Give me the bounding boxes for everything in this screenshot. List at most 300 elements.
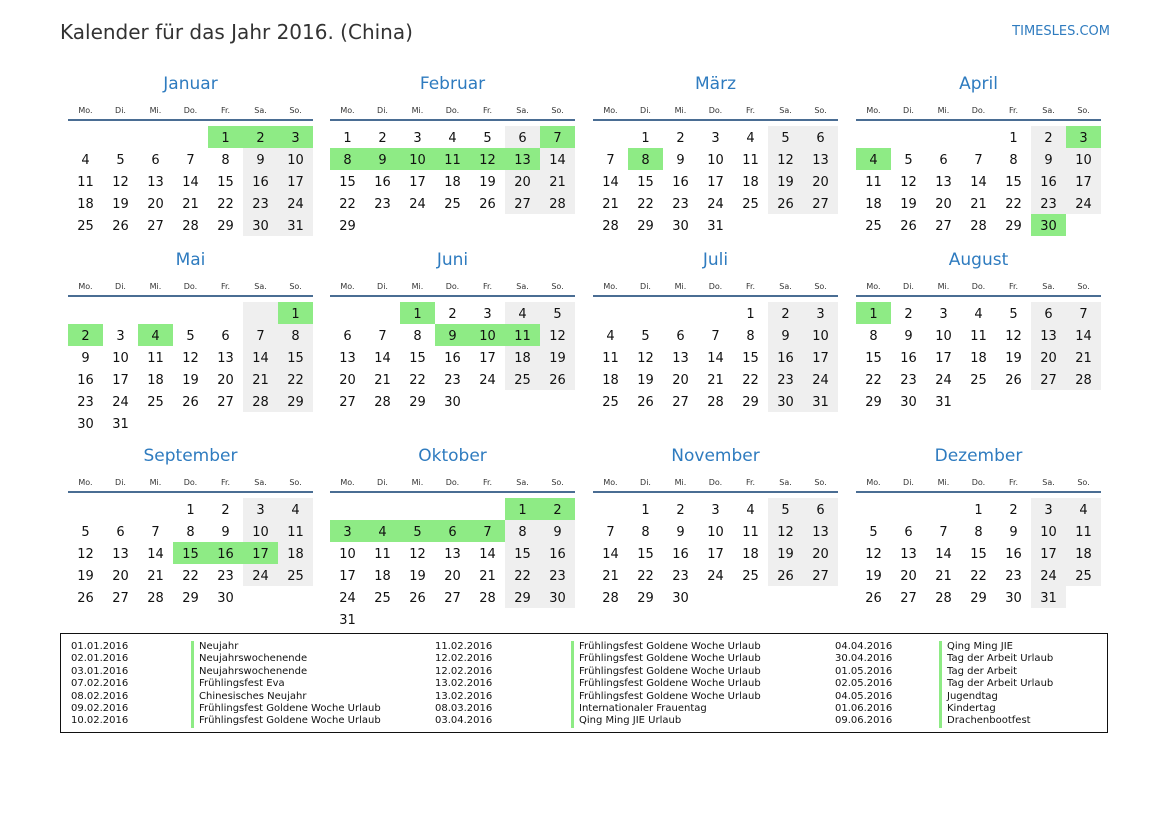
day-cell: 31 bbox=[112, 417, 129, 432]
day-cell: 1 bbox=[974, 503, 983, 518]
day-cell: 19 bbox=[865, 569, 882, 584]
day-cell: 5 bbox=[1009, 307, 1018, 322]
day-cell: 9 bbox=[904, 329, 913, 344]
day-cell: 21 bbox=[147, 569, 164, 584]
day-cell: 17 bbox=[803, 346, 838, 368]
day-cell: 23 bbox=[900, 373, 917, 388]
weekday-header: Mo. bbox=[68, 104, 103, 121]
holiday-legend bbox=[60, 633, 1108, 733]
weekday-header: Mi. bbox=[663, 104, 698, 121]
day-cell: 29 bbox=[1005, 219, 1022, 234]
month-name: Oktober bbox=[418, 446, 487, 466]
day-cell: 6 bbox=[676, 329, 685, 344]
day-cell: 17 bbox=[243, 542, 278, 564]
day-cell: 27 bbox=[935, 219, 952, 234]
day-cell: 2 bbox=[1031, 126, 1066, 148]
weekday-header: Fr. bbox=[733, 476, 768, 493]
weekday-header: So. bbox=[1066, 280, 1101, 297]
day-cell: 23 bbox=[444, 373, 461, 388]
weekday-header: So. bbox=[540, 476, 575, 493]
holiday-date: 03.01.2016 bbox=[71, 665, 129, 677]
day-cell: 5 bbox=[869, 525, 878, 540]
day-cell: 15 bbox=[742, 351, 759, 366]
day-cell: 22 bbox=[409, 373, 426, 388]
day-cell: 20 bbox=[1031, 346, 1066, 368]
weekday-header: Mo. bbox=[68, 280, 103, 297]
holiday-date: 01.06.2016 bbox=[835, 702, 893, 714]
day-cell: 14 bbox=[970, 175, 987, 190]
day-cell: 28 bbox=[970, 219, 987, 234]
day-cell: 30 bbox=[900, 395, 917, 410]
day-cell: 3 bbox=[1066, 126, 1101, 148]
day-cell: 26 bbox=[540, 368, 575, 390]
day-cell: 21 bbox=[707, 373, 724, 388]
month-name: März bbox=[695, 74, 736, 94]
empty-cell bbox=[243, 412, 278, 434]
weekday-header: Sa. bbox=[1031, 280, 1066, 297]
day-cell: 27 bbox=[1031, 368, 1066, 390]
day-cell: 28 bbox=[540, 192, 575, 214]
day-cell: 1 bbox=[746, 307, 755, 322]
day-cell: 8 bbox=[641, 525, 650, 540]
weekday-header: Sa. bbox=[243, 476, 278, 493]
empty-cell bbox=[103, 126, 138, 148]
holiday-date: 01.05.2016 bbox=[835, 665, 893, 677]
month-grid bbox=[856, 280, 1101, 412]
day-cell: 19 bbox=[637, 373, 654, 388]
day-cell: 13 bbox=[900, 547, 917, 562]
weekday-header: Fr. bbox=[208, 476, 243, 493]
day-cell: 31 bbox=[935, 395, 952, 410]
day-cell: 10 bbox=[1031, 520, 1066, 542]
day-cell: 12 bbox=[540, 324, 575, 346]
day-cell: 16 bbox=[243, 170, 278, 192]
weekday-header: Sa. bbox=[1031, 104, 1066, 121]
holiday-date: 12.02.2016 bbox=[435, 653, 493, 665]
day-cell: 8 bbox=[330, 148, 365, 170]
day-cell: 2 bbox=[768, 302, 803, 324]
holiday-name: Internationaler Frauentag bbox=[571, 703, 707, 715]
month-grid bbox=[593, 104, 838, 236]
day-cell: 9 bbox=[676, 525, 685, 540]
day-cell: 7 bbox=[606, 153, 615, 168]
day-cell: 22 bbox=[637, 197, 654, 212]
day-cell: 1 bbox=[505, 498, 540, 520]
day-cell: 1 bbox=[400, 302, 435, 324]
day-cell: 31 bbox=[1031, 586, 1066, 608]
day-cell: 29 bbox=[637, 219, 654, 234]
day-cell: 20 bbox=[444, 569, 461, 584]
weekday-header: Mo. bbox=[856, 280, 891, 297]
day-cell: 17 bbox=[935, 351, 952, 366]
day-cell: 18 bbox=[742, 175, 759, 190]
day-cell: 7 bbox=[939, 525, 948, 540]
holiday-entry bbox=[71, 641, 431, 653]
weekday-header: Do. bbox=[961, 476, 996, 493]
empty-cell bbox=[330, 498, 365, 520]
weekday-header: Do. bbox=[698, 280, 733, 297]
day-cell: 19 bbox=[540, 346, 575, 368]
weekday-header: Fr. bbox=[470, 280, 505, 297]
holiday-date: 03.04.2016 bbox=[435, 715, 493, 727]
day-cell: 19 bbox=[900, 197, 917, 212]
empty-cell bbox=[768, 586, 803, 608]
month-grid bbox=[68, 104, 313, 236]
holiday-entry bbox=[435, 641, 795, 653]
day-cell: 22 bbox=[217, 197, 234, 212]
empty-cell bbox=[926, 126, 961, 148]
day-cell: 2 bbox=[1009, 503, 1018, 518]
day-cell: 20 bbox=[147, 197, 164, 212]
day-cell: 6 bbox=[221, 329, 230, 344]
day-cell: 25 bbox=[742, 569, 759, 584]
holiday-name: Neujahr bbox=[191, 641, 238, 653]
holiday-entry bbox=[71, 666, 431, 678]
day-cell: 6 bbox=[116, 525, 125, 540]
day-cell: 5 bbox=[540, 302, 575, 324]
weekday-header: Do. bbox=[698, 476, 733, 493]
day-cell: 29 bbox=[278, 390, 313, 412]
day-cell: 11 bbox=[970, 329, 987, 344]
day-cell: 21 bbox=[602, 569, 619, 584]
day-cell: 12 bbox=[470, 148, 505, 170]
day-cell: 2 bbox=[68, 324, 103, 346]
holiday-name: Qing Ming JIE Urlaub bbox=[571, 715, 681, 727]
day-cell: 22 bbox=[865, 373, 882, 388]
day-cell: 26 bbox=[637, 395, 654, 410]
day-cell: 18 bbox=[602, 373, 619, 388]
empty-cell bbox=[208, 412, 243, 434]
day-cell: 22 bbox=[278, 368, 313, 390]
empty-cell bbox=[278, 586, 313, 608]
day-cell: 22 bbox=[182, 569, 199, 584]
day-cell: 15 bbox=[637, 175, 654, 190]
day-cell: 11 bbox=[742, 153, 759, 168]
day-cell: 6 bbox=[803, 498, 838, 520]
month-name: Juli bbox=[702, 250, 729, 270]
month-name: Februar bbox=[419, 74, 486, 94]
empty-cell bbox=[540, 390, 575, 412]
weekday-header: Fr. bbox=[470, 104, 505, 121]
weekday-header: Mi. bbox=[926, 104, 961, 121]
empty-cell bbox=[663, 302, 698, 324]
day-cell: 2 bbox=[378, 131, 387, 146]
holiday-name: Neujahrswochenende bbox=[191, 666, 307, 678]
empty-cell bbox=[103, 498, 138, 520]
weekday-header: So. bbox=[1066, 476, 1101, 493]
day-cell: 27 bbox=[803, 564, 838, 586]
day-cell: 20 bbox=[217, 373, 234, 388]
holiday-date: 09.06.2016 bbox=[835, 715, 893, 727]
day-cell: 19 bbox=[112, 197, 129, 212]
day-cell: 29 bbox=[339, 219, 356, 234]
empty-cell bbox=[593, 126, 628, 148]
empty-cell bbox=[1066, 390, 1101, 412]
empty-cell bbox=[470, 214, 505, 236]
day-cell: 25 bbox=[444, 197, 461, 212]
empty-cell bbox=[698, 586, 733, 608]
day-cell: 1 bbox=[186, 503, 195, 518]
day-cell: 13 bbox=[217, 351, 234, 366]
month-grid bbox=[856, 104, 1101, 236]
empty-cell bbox=[173, 126, 208, 148]
weekday-header: So. bbox=[540, 280, 575, 297]
day-cell: 13 bbox=[935, 175, 952, 190]
day-cell: 3 bbox=[803, 302, 838, 324]
day-cell: 9 bbox=[221, 525, 230, 540]
day-cell: 11 bbox=[865, 175, 882, 190]
day-cell: 25 bbox=[147, 395, 164, 410]
holiday-entry bbox=[71, 715, 431, 727]
day-cell: 10 bbox=[470, 324, 505, 346]
holiday-entry bbox=[71, 678, 431, 690]
day-cell: 11 bbox=[505, 324, 540, 346]
holiday-name: Frühlingsfest Goldene Woche Urlaub bbox=[191, 703, 381, 715]
day-cell: 21 bbox=[602, 197, 619, 212]
day-cell: 25 bbox=[602, 395, 619, 410]
holiday-name: Tag der Arbeit bbox=[939, 666, 1017, 678]
day-cell: 18 bbox=[444, 175, 461, 190]
day-cell: 21 bbox=[1066, 346, 1101, 368]
day-cell: 11 bbox=[278, 520, 313, 542]
day-cell: 14 bbox=[1066, 324, 1101, 346]
weekday-header: Di. bbox=[891, 104, 926, 121]
empty-cell bbox=[628, 302, 663, 324]
holiday-date: 07.02.2016 bbox=[71, 678, 129, 690]
holiday-name: Tag der Arbeit Urlaub bbox=[939, 678, 1053, 690]
holiday-entry bbox=[71, 653, 431, 665]
weekday-header: Sa. bbox=[1031, 476, 1066, 493]
weekday-header: So. bbox=[278, 476, 313, 493]
holiday-column bbox=[435, 641, 795, 728]
holiday-column bbox=[71, 641, 431, 728]
day-cell: 31 bbox=[803, 390, 838, 412]
month-name: Mai bbox=[175, 250, 206, 270]
empty-cell bbox=[365, 302, 400, 324]
holiday-column bbox=[835, 641, 1169, 728]
day-cell: 22 bbox=[505, 564, 540, 586]
day-cell: 16 bbox=[672, 547, 689, 562]
page-title: Kalender für das Jahr 2016. (China) bbox=[60, 20, 413, 44]
day-cell: 29 bbox=[217, 219, 234, 234]
holiday-date: 13.02.2016 bbox=[435, 678, 493, 690]
holiday-entry bbox=[435, 666, 795, 678]
empty-cell bbox=[173, 302, 208, 324]
day-cell: 19 bbox=[768, 170, 803, 192]
weekday-header: Mi. bbox=[138, 280, 173, 297]
day-cell: 7 bbox=[711, 329, 720, 344]
day-cell: 4 bbox=[974, 307, 983, 322]
holiday-name: Frühlingsfest Eva bbox=[191, 678, 285, 690]
day-cell: 5 bbox=[768, 498, 803, 520]
day-cell: 21 bbox=[374, 373, 391, 388]
day-cell: 17 bbox=[479, 351, 496, 366]
day-cell: 4 bbox=[138, 324, 173, 346]
day-cell: 20 bbox=[803, 170, 838, 192]
day-cell: 20 bbox=[112, 569, 129, 584]
day-cell: 3 bbox=[243, 498, 278, 520]
day-cell: 4 bbox=[746, 503, 755, 518]
day-cell: 22 bbox=[637, 569, 654, 584]
day-cell: 19 bbox=[409, 569, 426, 584]
day-cell: 3 bbox=[483, 307, 492, 322]
day-cell: 29 bbox=[409, 395, 426, 410]
day-cell: 16 bbox=[208, 542, 243, 564]
day-cell: 15 bbox=[637, 547, 654, 562]
weekday-header: Di. bbox=[365, 280, 400, 297]
day-cell: 8 bbox=[974, 525, 983, 540]
holiday-date: 10.02.2016 bbox=[71, 715, 129, 727]
empty-cell bbox=[803, 586, 838, 608]
day-cell: 13 bbox=[147, 175, 164, 190]
weekday-header: Mo. bbox=[856, 476, 891, 493]
day-cell: 26 bbox=[479, 197, 496, 212]
holiday-date: 13.02.2016 bbox=[435, 690, 493, 702]
day-cell: 29 bbox=[970, 591, 987, 606]
day-cell: 21 bbox=[479, 569, 496, 584]
weekday-header: Do. bbox=[435, 280, 470, 297]
day-cell: 25 bbox=[1066, 564, 1101, 586]
day-cell: 24 bbox=[935, 373, 952, 388]
day-cell: 12 bbox=[637, 351, 654, 366]
day-cell: 8 bbox=[278, 324, 313, 346]
holiday-name: Frühlingsfest Goldene Woche Urlaub bbox=[571, 691, 761, 703]
weekday-header: Mo. bbox=[68, 476, 103, 493]
day-cell: 16 bbox=[1031, 170, 1066, 192]
weekday-header: Di. bbox=[365, 476, 400, 493]
empty-cell bbox=[330, 302, 365, 324]
empty-cell bbox=[996, 390, 1031, 412]
day-cell: 21 bbox=[970, 197, 987, 212]
day-cell: 14 bbox=[540, 148, 575, 170]
day-cell: 19 bbox=[77, 569, 94, 584]
day-cell: 24 bbox=[707, 197, 724, 212]
day-cell: 9 bbox=[435, 324, 470, 346]
day-cell: 14 bbox=[374, 351, 391, 366]
weekday-header: Do. bbox=[435, 104, 470, 121]
empty-cell bbox=[138, 412, 173, 434]
day-cell: 2 bbox=[676, 503, 685, 518]
day-cell: 9 bbox=[676, 153, 685, 168]
holiday-name: Frühlingsfest Goldene Woche Urlaub bbox=[191, 715, 381, 727]
month-name: Dezember bbox=[934, 446, 1023, 466]
day-cell: 30 bbox=[1031, 214, 1066, 236]
day-cell: 15 bbox=[970, 547, 987, 562]
weekday-header: Mo. bbox=[330, 104, 365, 121]
empty-cell bbox=[540, 214, 575, 236]
day-cell: 12 bbox=[182, 351, 199, 366]
day-cell: 10 bbox=[339, 547, 356, 562]
day-cell: 17 bbox=[112, 373, 129, 388]
day-cell: 5 bbox=[483, 131, 492, 146]
day-cell: 19 bbox=[182, 373, 199, 388]
weekday-header: Di. bbox=[365, 104, 400, 121]
holiday-date: 11.02.2016 bbox=[435, 641, 493, 652]
holiday-name: Frühlingsfest Goldene Woche Urlaub bbox=[571, 641, 761, 653]
day-cell: 8 bbox=[505, 520, 540, 542]
day-cell: 11 bbox=[147, 351, 164, 366]
day-cell: 27 bbox=[112, 591, 129, 606]
day-cell: 25 bbox=[77, 219, 94, 234]
day-cell: 31 bbox=[707, 219, 724, 234]
day-cell: 1 bbox=[208, 126, 243, 148]
holiday-date: 01.01.2016 bbox=[71, 641, 129, 652]
day-cell: 17 bbox=[1031, 542, 1066, 564]
day-cell: 20 bbox=[505, 170, 540, 192]
empty-cell bbox=[435, 498, 470, 520]
day-cell: 24 bbox=[339, 591, 356, 606]
day-cell: 27 bbox=[339, 395, 356, 410]
weekday-header: Mo. bbox=[330, 280, 365, 297]
day-cell: 3 bbox=[413, 131, 422, 146]
day-cell: 1 bbox=[1009, 131, 1018, 146]
day-cell: 18 bbox=[1066, 542, 1101, 564]
empty-cell bbox=[138, 302, 173, 324]
weekday-header: Mi. bbox=[138, 104, 173, 121]
day-cell: 22 bbox=[970, 569, 987, 584]
day-cell: 19 bbox=[768, 542, 803, 564]
day-cell: 20 bbox=[672, 373, 689, 388]
empty-cell bbox=[540, 608, 575, 630]
day-cell: 5 bbox=[186, 329, 195, 344]
empty-cell bbox=[891, 126, 926, 148]
day-cell: 2 bbox=[243, 126, 278, 148]
day-cell: 30 bbox=[1005, 591, 1022, 606]
holiday-date: 08.03.2016 bbox=[435, 702, 493, 714]
day-cell: 6 bbox=[939, 153, 948, 168]
weekday-header: Sa. bbox=[243, 280, 278, 297]
day-cell: 10 bbox=[278, 148, 313, 170]
month-grid bbox=[68, 476, 313, 608]
day-cell: 7 bbox=[974, 153, 983, 168]
weekday-header: Di. bbox=[628, 476, 663, 493]
empty-cell bbox=[733, 586, 768, 608]
site-link[interactable]: TIMESLES.COM bbox=[1012, 24, 1110, 39]
holiday-name: Tag der Arbeit Urlaub bbox=[939, 653, 1053, 665]
month-name: November bbox=[671, 446, 760, 466]
day-cell: 30 bbox=[217, 591, 234, 606]
weekday-header: Di. bbox=[891, 280, 926, 297]
day-cell: 3 bbox=[278, 126, 313, 148]
day-cell: 9 bbox=[1031, 148, 1066, 170]
weekday-header: Mi. bbox=[926, 476, 961, 493]
day-cell: 6 bbox=[151, 153, 160, 168]
holiday-entry bbox=[835, 691, 1169, 703]
day-cell: 24 bbox=[1066, 192, 1101, 214]
holiday-entry bbox=[435, 691, 795, 703]
day-cell: 5 bbox=[116, 153, 125, 168]
weekday-header: So. bbox=[1066, 104, 1101, 121]
day-cell: 4 bbox=[448, 131, 457, 146]
day-cell: 28 bbox=[243, 390, 278, 412]
day-cell: 28 bbox=[707, 395, 724, 410]
day-cell: 11 bbox=[742, 525, 759, 540]
day-cell: 5 bbox=[904, 153, 913, 168]
empty-cell bbox=[400, 498, 435, 520]
day-cell: 8 bbox=[869, 329, 878, 344]
day-cell: 6 bbox=[435, 520, 470, 542]
day-cell: 13 bbox=[672, 351, 689, 366]
weekday-header: Mi. bbox=[400, 476, 435, 493]
day-cell: 1 bbox=[856, 302, 891, 324]
day-cell: 27 bbox=[147, 219, 164, 234]
day-cell: 18 bbox=[970, 351, 987, 366]
day-cell: 21 bbox=[182, 197, 199, 212]
day-cell: 13 bbox=[1031, 324, 1066, 346]
day-cell: 30 bbox=[672, 219, 689, 234]
month-name: August bbox=[948, 250, 1009, 270]
day-cell: 27 bbox=[505, 192, 540, 214]
